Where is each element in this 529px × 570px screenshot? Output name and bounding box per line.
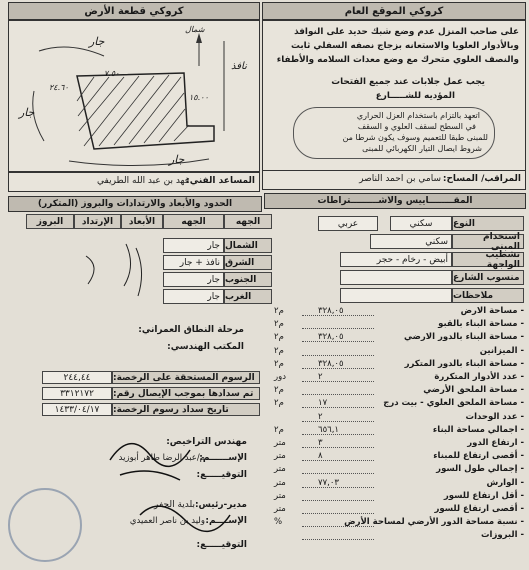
measure-label: - أقصى ارتفاع للمبناء bbox=[433, 451, 524, 462]
measure-value: ٣٢٨,٠٥ bbox=[318, 306, 344, 316]
licenses-engineer-label: مهندس التراخيص: bbox=[166, 437, 247, 447]
measure-value: ٢ bbox=[318, 411, 323, 422]
notes-label: ملاحظات bbox=[452, 288, 524, 303]
note-line-4: يجب عمل جلابات عند جميع الفتحات bbox=[331, 77, 485, 87]
director-label: مدير-رئيس: bbox=[194, 500, 247, 510]
bounds-row-dir: الشمال bbox=[224, 238, 272, 253]
street-level-label: منسوب الشارع bbox=[452, 270, 524, 285]
bounds-header-dir: الجهه bbox=[224, 214, 272, 229]
measure-label: - ارتفاع الدور bbox=[467, 438, 524, 448]
director-value: بلدية الجفر bbox=[154, 500, 195, 510]
measure-label: - مساحة الملحق الأرضي bbox=[423, 385, 524, 396]
measure-unit: م٢ bbox=[274, 424, 284, 435]
director-sign-label: التوقيـــــع: bbox=[196, 540, 247, 550]
sketch-dim-2: ٢٤.٦٠ bbox=[49, 83, 69, 92]
bounds-header-projection: البروز bbox=[26, 214, 74, 229]
sketch-label-left: جار bbox=[19, 106, 35, 119]
measure-value: ٣٢٨,٠٥ bbox=[318, 358, 344, 369]
measure-unit: متر bbox=[274, 438, 286, 448]
measure-value-line bbox=[302, 381, 374, 382]
measure-value: ٧٧,٠٣ bbox=[318, 477, 339, 488]
measure-value-line bbox=[302, 394, 374, 395]
measure-unit: دور bbox=[274, 372, 286, 382]
measure-value-line bbox=[302, 473, 374, 474]
measure-value-line bbox=[302, 447, 374, 448]
note-line-3: والنصف العلوي متحرك مع وضع معدات السلامه والأطفاء bbox=[276, 55, 519, 65]
measure-value-line bbox=[302, 513, 374, 514]
measure-unit: متر bbox=[274, 451, 286, 462]
stamp-line-2: في السطح لسقف العلوي و السقف bbox=[357, 122, 476, 131]
type-label: النوع bbox=[452, 216, 524, 231]
measure-unit: م٢ bbox=[274, 358, 284, 369]
measure-value: ٣٢٨,٠٥ bbox=[318, 332, 344, 343]
payment-date-value: ١٤٣٣/٠٤/١٧ bbox=[42, 403, 112, 416]
measure-label: - مساحة البناء بالدور المتكرر bbox=[404, 358, 524, 369]
notes-value bbox=[340, 288, 452, 303]
measure-value-line bbox=[302, 500, 374, 501]
measure-value: ٨ bbox=[318, 451, 323, 462]
surveyor-name: سامي بن احمد الناصر bbox=[359, 174, 441, 184]
insulation-stamp bbox=[293, 107, 495, 159]
type-value: سكني bbox=[390, 216, 452, 231]
sketch-label-right: نافذ bbox=[231, 61, 247, 72]
measure-label: - البروزات bbox=[481, 530, 524, 541]
surveyor-label: المراقب/ المساح: bbox=[442, 174, 521, 184]
municipality-seal bbox=[8, 488, 82, 562]
engineer-sign-label: التوقيـــــع: bbox=[196, 470, 247, 480]
bounds-table bbox=[26, 214, 272, 306]
bounds-header-setback: الإرتداد bbox=[74, 214, 121, 229]
measure-label: - أقل ارتفاع للسور bbox=[443, 490, 524, 501]
tech-assistant-name: فهد بن عبد الله الطريفي bbox=[97, 176, 189, 186]
stamp-line-1: اتعهد بالتزام باستخدام العزل الحراري bbox=[356, 111, 480, 120]
plot-sketch-drawing bbox=[9, 21, 259, 171]
measure-label: - أقصى ارتفاع للسور bbox=[434, 504, 524, 514]
note-line-2: وبالأدوار العلويا والاستعانه بزجاج نصفه السفلي ثابت bbox=[291, 41, 519, 51]
note-line-5: المؤديه للشـــــارع bbox=[375, 91, 455, 101]
measure-label: - عدد الأدوار المتكررة bbox=[434, 372, 524, 382]
measure-label: - عدد الوحدات bbox=[465, 411, 524, 422]
sketch-north-label: شمال bbox=[185, 25, 205, 34]
measure-unit: م٢ bbox=[274, 398, 284, 409]
sketch-label-top: جار bbox=[89, 35, 105, 48]
measure-unit: % bbox=[274, 517, 283, 528]
usage-label: استخدام المبنى bbox=[452, 234, 524, 249]
bounds-header-dims: الأبعاد bbox=[121, 214, 163, 229]
measure-value-line bbox=[302, 421, 374, 422]
director-name: وليد بن ناصر العميدي bbox=[129, 516, 205, 526]
measure-unit: م٢ bbox=[274, 385, 284, 396]
fee-value: ٢٤٤,٤٤ bbox=[42, 371, 112, 384]
street-level-value bbox=[340, 270, 452, 285]
site-notes-panel bbox=[262, 20, 526, 189]
measure-value-line bbox=[302, 407, 374, 408]
receipt-value: ٣٣١٢١٧٢ bbox=[42, 387, 112, 400]
note-line-1: على صاحب المنزل عدم وضع شبك حديد على النوافذ bbox=[294, 27, 519, 37]
measure-value-line bbox=[302, 355, 374, 356]
plot-sketch-panel bbox=[8, 20, 260, 172]
measure-value: ٢ bbox=[318, 372, 323, 382]
measure-unit: م٢ bbox=[274, 306, 284, 316]
finish-value: أبيض - رخام - حجر bbox=[340, 252, 452, 267]
bounds-section-header: الحدود والأبعاد والارتدادات والبروز (المتكرر) bbox=[8, 196, 262, 212]
measure-value-line bbox=[302, 328, 374, 329]
measures-section-header: المقــــــــاييس والاشـــــــــتراطات bbox=[264, 193, 526, 209]
bounds-row-neighbor: جار bbox=[163, 272, 224, 287]
payment-date-label: تاريخ سداد رسوم الرخصة: bbox=[112, 403, 260, 416]
plot-sketch-header: كروكي قطعة الأرض bbox=[8, 2, 260, 20]
engineer-name-label: الإســــــم: bbox=[199, 453, 247, 463]
sketch-dim-3: ١٥.٠٠ bbox=[189, 93, 209, 102]
bounds-row-neighbor: جار bbox=[163, 238, 224, 253]
engineer-name-value: م/عبد الرضا طاهر أبوزيد bbox=[118, 453, 205, 463]
sketch-label-bottom: جار bbox=[169, 153, 185, 166]
measure-label: - نسبة مساحة الدور الأرضي لمساحة الأرض bbox=[344, 517, 524, 528]
director-name-label: الإســــم: bbox=[205, 516, 247, 526]
bounds-row-neighbor: نافذ + جار bbox=[163, 255, 224, 270]
measure-label: - مساحة الملحق العلوي - بيت درج bbox=[383, 398, 524, 409]
measure-value: ٣ bbox=[318, 438, 323, 448]
measure-value-line bbox=[302, 526, 374, 527]
usage-value: سكني bbox=[370, 234, 452, 249]
measure-unit: متر bbox=[274, 464, 286, 475]
measure-label: - الوارش bbox=[486, 477, 524, 488]
receipt-label: تم سدادها بموجب الإيصال رقم: bbox=[112, 387, 260, 400]
bounds-row-dir: الشرق bbox=[224, 255, 272, 270]
measure-value-line bbox=[302, 460, 374, 461]
bounds-row-dir: الجنوب bbox=[224, 272, 272, 287]
measure-label: - مساحة البناء بالدور الارضي bbox=[404, 332, 524, 343]
zone-label: مرحلة النطاق العمراني: bbox=[138, 325, 244, 335]
measure-value-line bbox=[302, 539, 374, 540]
measure-unit: م٢ bbox=[274, 332, 284, 343]
fee-label: الرسوم المستحقة على الرخصة: bbox=[112, 371, 260, 384]
measure-label: - الميزانين bbox=[479, 345, 524, 356]
stamp-line-4: شروط ايصال التيار الكهربائي للمبنى bbox=[362, 144, 482, 153]
bounds-header-neighbor: الجهه bbox=[163, 214, 224, 229]
measure-unit: متر bbox=[274, 504, 286, 514]
bounds-row-neighbor: جار bbox=[163, 289, 224, 304]
stamp-line-3: للمبنى طبقا للتعميم وسوف يكون شرطا من bbox=[342, 133, 488, 142]
measure-unit: م٢ bbox=[274, 345, 284, 356]
signatures-row-right bbox=[262, 170, 526, 190]
signatures-scribble bbox=[90, 420, 250, 570]
bounds-dims-handwriting bbox=[26, 236, 163, 306]
measure-label: - إجمالي طول السور bbox=[436, 464, 524, 475]
measure-label: - مساحة البناء بالقبو bbox=[438, 319, 524, 330]
sketch-dim-1: ٧.٥٠ bbox=[104, 69, 120, 78]
style-value: عربي bbox=[318, 216, 378, 231]
tech-assistant-label: المساعد الفني: bbox=[186, 176, 255, 186]
measure-unit: متر bbox=[274, 490, 286, 501]
measures-list bbox=[270, 306, 524, 546]
measure-value: ٦٥٦,١ bbox=[318, 424, 339, 435]
signatures-row-left bbox=[8, 172, 260, 192]
bounds-row-dir: الغرب bbox=[224, 289, 272, 304]
measure-label: - مساحة الارض bbox=[460, 306, 524, 316]
finish-label: تشطيب الواجهة bbox=[452, 252, 524, 267]
site-plan-header: كروكي الموقع العام bbox=[262, 2, 526, 20]
measure-label: - اجمالي مساحة البناء bbox=[432, 424, 524, 435]
measure-unit: م٢ bbox=[274, 319, 284, 330]
measure-value: ١٧ bbox=[318, 398, 328, 409]
office-label: المكتب الهندسي: bbox=[167, 342, 244, 352]
measure-unit: متر bbox=[274, 477, 286, 488]
